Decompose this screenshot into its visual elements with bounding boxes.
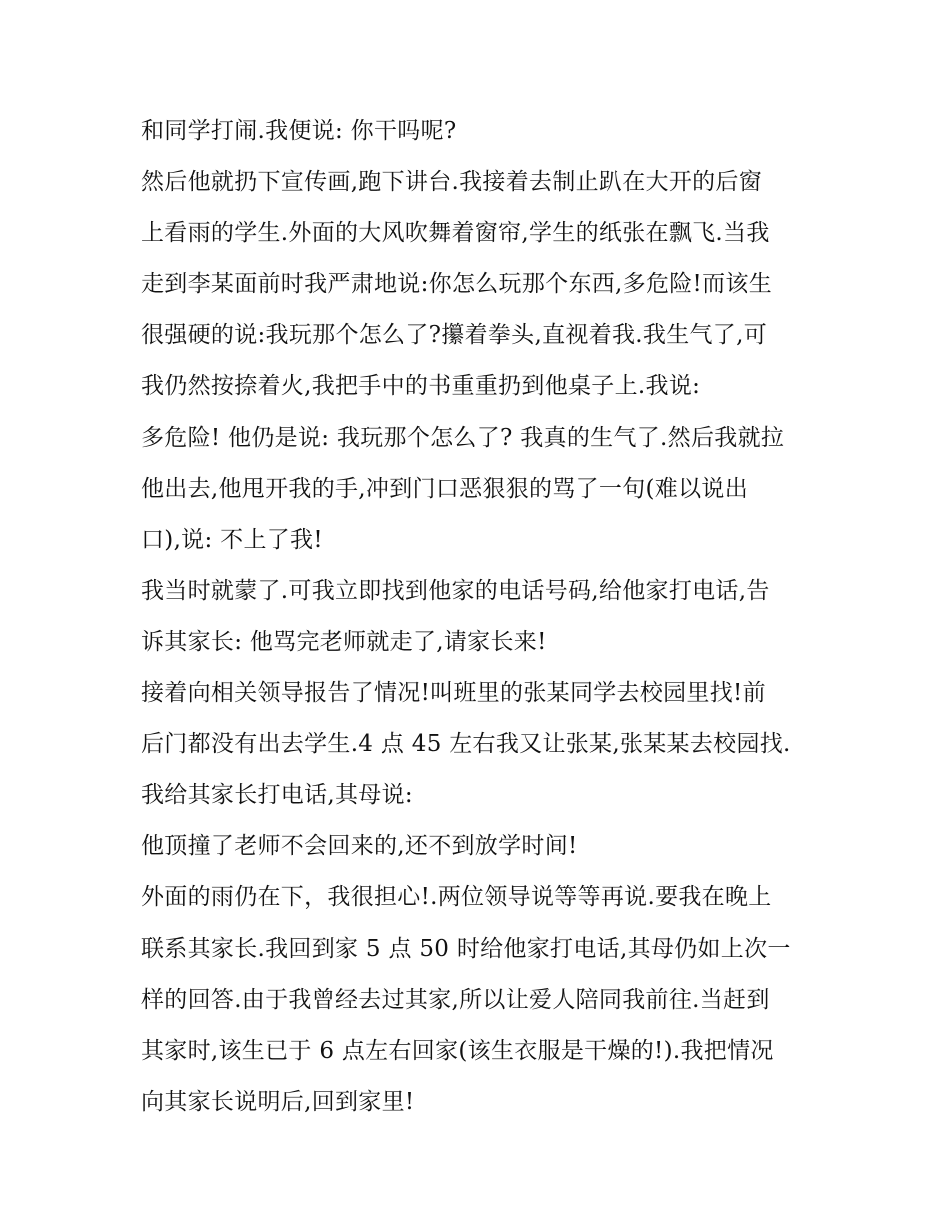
text-line: 然后他就扔下宣传画,跑下讲台.我接着去制止趴在大开的后窗 [141, 169, 763, 196]
text-line: 上看雨的学生.外面的大风吹舞着窗帘,学生的纸张在飘飞.当我 [141, 220, 770, 247]
text-line: 多危险! 他仍是说: 我玩那个怎么了? 我真的生气了.然后我就拉 [141, 424, 785, 451]
text-line: 他顶撞了老师不会回来的,还不到放学时间! [141, 833, 578, 860]
text-line: 联系其家长.我回到家 5 点 50 时给他家打电话,其母仍如上次一 [141, 935, 791, 962]
text-line: 我当时就蒙了.可我立即找到他家的电话号码,给他家打电话,告 [141, 577, 770, 604]
body-text [141, 109, 821, 1131]
text-line: 和同学打闹.我便说: 你干吗呢? [141, 118, 457, 144]
text-line: 很强硬的说:我玩那个怎么了?攥着拳头,直视着我.我生气了,可 [141, 322, 768, 349]
text-line: 向其家长说明后,回到家里! [141, 1088, 415, 1115]
text-line: 他出去,他甩开我的手,冲到门口恶狠狠的骂了一句(难以说出 [141, 475, 748, 502]
text-line: 样的回答.由于我曾经去过其家,所以让爱人陪同我前往.当赶到 [141, 986, 770, 1013]
text-line: 外面的雨仍在下，我很担心!.两位领导说等等再说.要我在晚上 [141, 884, 772, 911]
text-line: 我给其家长打电话,其母说: [141, 782, 413, 809]
text-line: 其家时,该生已于 6 点左右回家(该生衣服是干燥的!).我把情况 [141, 1037, 774, 1064]
text-line: 口),说: 不上了我! [141, 526, 323, 553]
text-line: 接着向相关领导报告了情况!叫班里的张某同学去校园里找!前 [141, 680, 766, 707]
text-line: 走到李某面前时我严肃地说:你怎么玩那个东西,多危险!而该生 [141, 271, 773, 298]
text-line: 诉其家长: 他骂完老师就走了,请家长来! [141, 628, 547, 655]
text-line: 我仍然按捺着火,我把手中的书重重扔到他桌子上.我说: [141, 373, 701, 400]
text-line: 后门都没有出去学生.4 点 45 左右我又让张某,张某某去校园找. [141, 731, 791, 758]
